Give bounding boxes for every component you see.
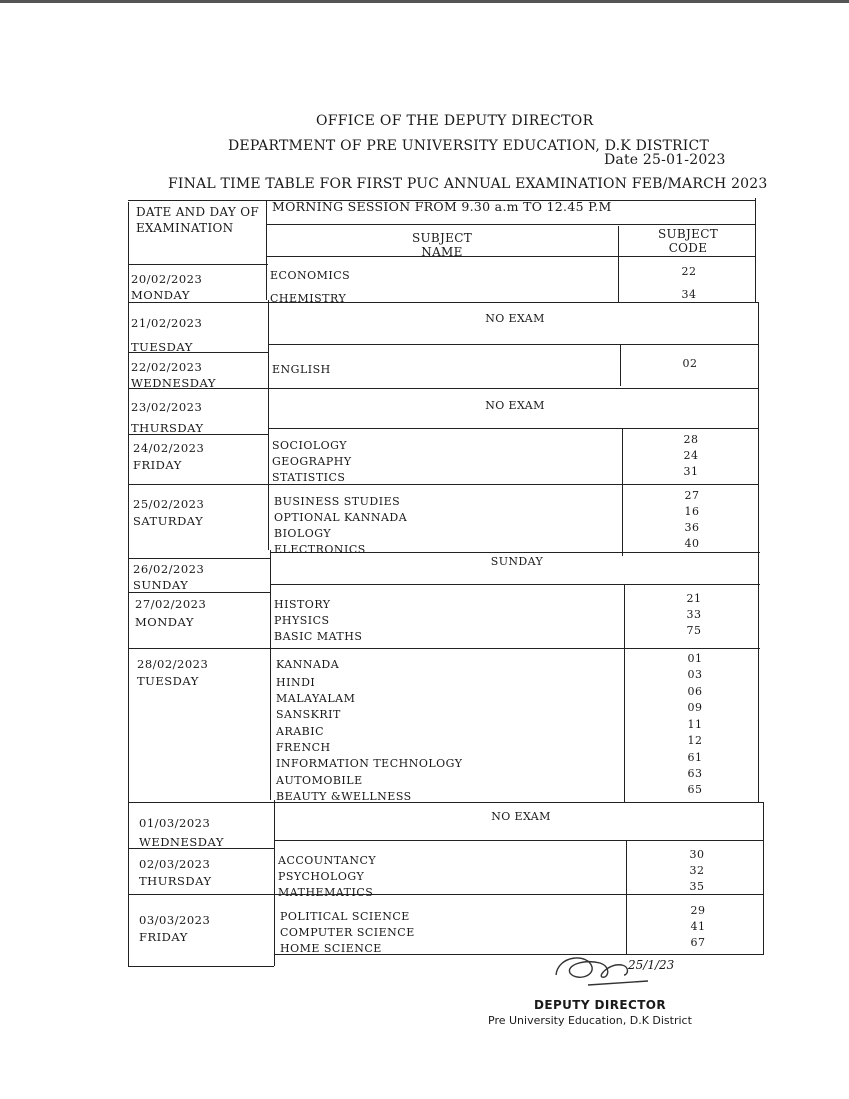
exam-day: THURSDAY <box>139 874 212 888</box>
subject-name: ENGLISH <box>272 363 331 376</box>
subject-code: 34 <box>681 288 697 301</box>
exam-day: MONDAY <box>131 288 190 302</box>
subject-code: 35 <box>689 880 705 893</box>
subject-name: POLITICAL SCIENCE <box>280 910 410 923</box>
subject-code: 16 <box>684 505 700 518</box>
exam-day: TUESDAY <box>137 674 199 688</box>
office-heading: OFFICE OF THE DEPUTY DIRECTOR <box>316 113 594 129</box>
subject-name: CHEMISTRY <box>270 292 347 305</box>
exam-date: 20/02/2023 <box>131 272 203 286</box>
subject-name: ELECTRONICS <box>274 543 366 556</box>
exam-day: MONDAY <box>135 615 194 629</box>
exam-date: 28/02/2023 <box>137 657 209 671</box>
subject-name: FRENCH <box>276 741 331 754</box>
subject-code: 03 <box>687 668 703 681</box>
subject-code: 27 <box>684 489 700 502</box>
subject-name: HISTORY <box>274 598 331 611</box>
subject-code-header: SUBJECT CODE <box>657 227 718 255</box>
subject-name: KANNADA <box>276 658 340 671</box>
subject-name: PSYCHOLOGY <box>278 870 365 883</box>
no-exam-note: NO EXAM <box>491 810 551 823</box>
subject-name: HOME SCIENCE <box>280 942 382 955</box>
subject-code: 30 <box>689 848 705 861</box>
exam-day: FRIDAY <box>133 458 182 472</box>
exam-date: 21/02/2023 <box>131 316 203 330</box>
subject-code: 01 <box>687 652 703 665</box>
exam-date: 23/02/2023 <box>131 400 203 414</box>
subject-code: 24 <box>683 449 699 462</box>
exam-day: SUNDAY <box>133 578 189 592</box>
exam-date: 24/02/2023 <box>133 441 205 455</box>
department-heading: DEPARTMENT OF PRE UNIVERSITY EDUCATION, D.K DISTRICT <box>228 138 709 154</box>
subject-code: 09 <box>687 701 703 714</box>
exam-date: 27/02/2023 <box>135 597 207 611</box>
subject-name: GEOGRAPHY <box>272 455 352 468</box>
subject-code: 61 <box>687 751 703 764</box>
sunday-note: SUNDAY <box>490 555 544 568</box>
timetable-title: FINAL TIME TABLE FOR FIRST PUC ANNUAL EXAMINATION FEB/MARCH 2023 <box>168 176 768 192</box>
subject-name: PHYSICS <box>274 614 330 627</box>
subject-code: 31 <box>683 465 699 478</box>
subject-name-header: SUBJECT NAME <box>411 231 472 259</box>
subject-code: 22 <box>681 265 697 278</box>
subject-name: BUSINESS STUDIES <box>274 495 401 508</box>
document-date: Date 25-01-2023 <box>604 152 726 168</box>
subject-name: ARABIC <box>276 725 325 738</box>
subject-code: 11 <box>687 718 703 731</box>
exam-day: THURSDAY <box>131 421 204 435</box>
subject-code: 75 <box>686 624 702 637</box>
subject-name: STATISTICS <box>272 471 346 484</box>
subject-code: 36 <box>684 521 700 534</box>
subject-name: HINDI <box>276 676 316 689</box>
subject-name: OPTIONAL KANNADA <box>274 511 408 524</box>
exam-day: WEDNESDAY <box>139 835 224 849</box>
subject-code: 32 <box>689 864 705 877</box>
exam-day: SATURDAY <box>133 514 204 528</box>
exam-day: FRIDAY <box>139 930 188 944</box>
subject-code: 29 <box>690 904 706 917</box>
exam-date: 22/02/2023 <box>131 360 203 374</box>
subject-code: 63 <box>687 767 703 780</box>
subject-code: 41 <box>690 920 706 933</box>
exam-date: 26/02/2023 <box>133 562 205 576</box>
subject-code: 67 <box>690 936 706 949</box>
exam-day: TUESDAY <box>131 340 193 354</box>
subject-code: 06 <box>687 685 703 698</box>
subject-code: 33 <box>686 608 702 621</box>
scan-edge <box>0 0 849 3</box>
subject-code: 65 <box>687 783 703 796</box>
subject-name: MATHEMATICS <box>278 886 374 899</box>
subject-name: INFORMATION TECHNOLOGY <box>276 757 463 770</box>
signatory-designation: DEPUTY DIRECTOR <box>534 998 667 1012</box>
subject-name: SOCIOLOGY <box>272 439 348 452</box>
no-exam-note: NO EXAM <box>485 399 545 412</box>
exam-date: 02/03/2023 <box>139 857 211 871</box>
exam-date: 25/02/2023 <box>133 497 205 511</box>
exam-day: WEDNESDAY <box>131 376 216 390</box>
subject-name: AUTOMOBILE <box>276 774 363 787</box>
subject-name: ACCOUNTANCY <box>278 854 377 867</box>
subject-code: 28 <box>683 433 699 446</box>
subject-name: BASIC MATHS <box>274 630 363 643</box>
signature-date: 25/1/23 <box>628 958 675 972</box>
subject-code: 02 <box>682 357 698 370</box>
subject-name: BEAUTY &WELLNESS <box>276 790 412 803</box>
exam-date: 01/03/2023 <box>139 816 211 830</box>
date-column-header: DATE AND DAY OF EXAMINATION <box>136 205 260 235</box>
subject-code: 40 <box>684 537 700 550</box>
session-header: MORNING SESSION FROM 9.30 a.m TO 12.45 P.M <box>272 199 612 214</box>
subject-code: 12 <box>687 734 703 747</box>
signatory-office: Pre University Education, D.K District <box>488 1014 692 1027</box>
subject-name: MALAYALAM <box>276 692 356 705</box>
no-exam-note: NO EXAM <box>485 312 545 325</box>
subject-name: ECONOMICS <box>270 269 351 282</box>
subject-name: BIOLOGY <box>274 527 332 540</box>
subject-name: COMPUTER SCIENCE <box>280 926 415 939</box>
exam-date: 03/03/2023 <box>139 913 211 927</box>
subject-name: SANSKRIT <box>276 708 341 721</box>
subject-code: 21 <box>686 592 702 605</box>
